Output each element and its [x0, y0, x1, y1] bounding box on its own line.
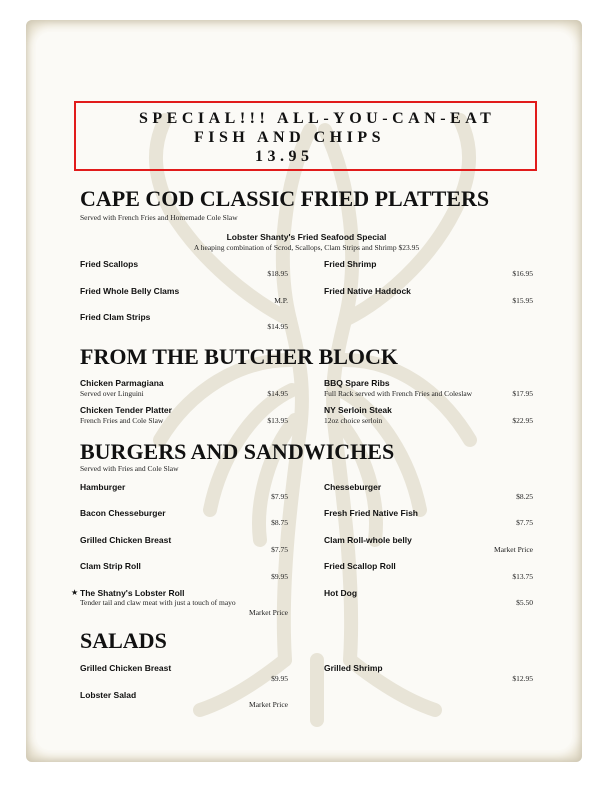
special-line-1: SPECIAL!!! ALL-YOU-CAN-EAT	[139, 110, 496, 127]
menu-item-price: $14.95	[267, 322, 288, 331]
menu-item-name: Bacon Chesseburger	[80, 508, 166, 518]
menu-item-price: $7.75	[516, 518, 533, 527]
menu-item-name: Grilled Chicken Breast	[80, 535, 172, 545]
menu-item-name: Grilled Shrimp	[324, 663, 383, 673]
menu-item-price: Market Price	[249, 608, 288, 617]
menu-item-name: Fried Scallop Roll	[324, 561, 396, 571]
section-note-burgers: Served with Fries and Cole Slaw	[80, 464, 179, 473]
menu-item-price: Market Price	[494, 545, 533, 554]
menu-item-name: Fried Scallops	[80, 259, 139, 269]
menu-item-name: BBQ Spare Ribs	[324, 378, 390, 388]
section-title-fried: CAPE COD CLASSIC FRIED PLATTERS	[80, 186, 490, 211]
menu-item-name: Chesseburger	[324, 482, 382, 492]
menu-item-name: Hot Dog	[324, 588, 358, 598]
section-title-burgers: BURGERS AND SANDWICHES	[80, 439, 395, 464]
section-note-fried: Served with French Fries and Homemade Cole Slaw	[80, 213, 238, 222]
menu-item-desc: French Fries and Cole Slaw	[80, 416, 164, 425]
special-line-2: FISH AND CHIPS	[194, 129, 386, 146]
menu-item-name: Clam Strip Roll	[80, 561, 141, 571]
menu-item-name: Fried Shrimp	[324, 259, 377, 269]
menu-item-price: $22.95	[512, 416, 533, 425]
section-title-butcher: FROM THE BUTCHER BLOCK	[80, 344, 399, 369]
menu-item-name: Chicken Tender Platter	[80, 405, 172, 415]
menu-item-price: $12.95	[512, 674, 533, 683]
menu-item-price: $13.75	[512, 572, 533, 581]
menu-item-name: Lobster Salad	[80, 690, 137, 700]
menu-item-name: Chicken Parmagiana	[80, 378, 164, 388]
menu-item-price: $16.95	[512, 269, 533, 278]
menu-item-desc: 12oz choice serloin	[324, 416, 383, 425]
section-title-salads: SALADS	[80, 628, 167, 653]
special-price: 13.95	[255, 148, 314, 165]
menu-item-desc: Full Rack served with French Fries and Coleslaw	[324, 389, 473, 398]
menu-item-desc: Served over Linguini	[80, 389, 144, 398]
menu-item-name: Fresh Fried Native Fish	[324, 508, 418, 518]
menu-item-desc: Tender tail and claw meat with just a touch of mayo	[80, 598, 236, 607]
menu-item-price: M.P.	[274, 296, 288, 305]
feature-title: Lobster Shanty's Fried Seafood Special	[226, 232, 387, 242]
menu-item-price: $8.25	[516, 492, 533, 501]
menu-item-price: $8.75	[271, 518, 288, 527]
menu-item-price: $18.95	[267, 269, 288, 278]
menu-item-name: Hamburger	[80, 482, 126, 492]
feature-desc: A heaping combination of Scrod, Scallops, Clam Strips and Shrimp $23.95	[193, 243, 420, 252]
menu-item-price: $7.95	[271, 492, 288, 501]
star-icon: ★	[71, 588, 79, 597]
menu-item-name: NY Serloin Steak	[324, 405, 392, 415]
menu-item-price: $14.95	[267, 389, 288, 398]
menu-item-price: $13.95	[267, 416, 288, 425]
menu-item-name: The Shatny's Lobster Roll	[80, 588, 185, 598]
menu-item-price: $15.95	[512, 296, 533, 305]
menu-item-name: Fried Native Haddock	[324, 286, 411, 296]
menu-item-price: $9.95	[271, 674, 288, 683]
menu-item-name: Fried Whole Belly Clams	[80, 286, 180, 296]
menu-item-name: Fried Clam Strips	[80, 312, 151, 322]
menu-item-price: $17.95	[512, 389, 533, 398]
menu-item-price: Market Price	[249, 700, 288, 709]
menu-item-name: Clam Roll-whole belly	[324, 535, 412, 545]
menu-item-price: $7.75	[271, 545, 288, 554]
menu-item-price: $5.50	[516, 598, 533, 607]
menu-item-price: $9.95	[271, 572, 288, 581]
menu-item-name: Grilled Chicken Breast	[80, 663, 172, 673]
